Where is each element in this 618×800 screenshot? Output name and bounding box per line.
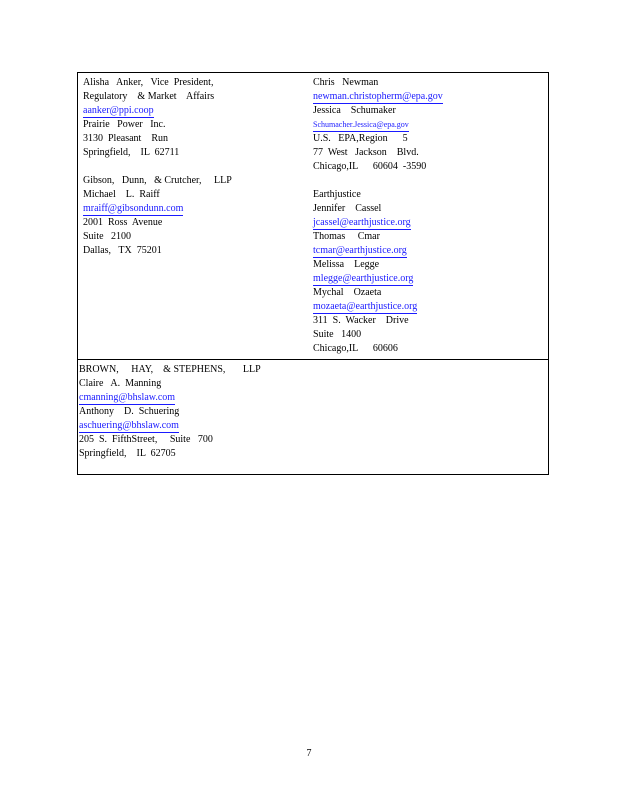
- email-line: [79, 391, 548, 405]
- email-line: [313, 216, 548, 230]
- address-line: Michael L. Raiff: [83, 189, 160, 200]
- email-link[interactable]: Schumacher.Jessica@epa.gov: [313, 119, 409, 132]
- address-block: [313, 188, 548, 356]
- address-line: Springfield, IL 62711: [83, 147, 180, 158]
- email-line: [83, 104, 313, 118]
- address-line: BROWN, HAY, & STEPHENS, LLP: [79, 364, 261, 375]
- address-line: Earthjustice: [313, 189, 361, 200]
- address-line: 77 West Jackson Blvd.: [313, 147, 419, 158]
- address-line: Jessica Schumaker: [313, 105, 396, 116]
- address-line: Thomas Cmar: [313, 231, 380, 242]
- address-block: [79, 363, 548, 461]
- email-line: [313, 90, 548, 104]
- table-row-bottom: [78, 360, 548, 474]
- service-list-table: [77, 72, 549, 475]
- address-line: Dallas, TX 75201: [83, 245, 162, 256]
- email-link[interactable]: cmanning@bhslaw.com: [79, 392, 176, 403]
- address-line: Mychal Ozaeta: [313, 287, 382, 298]
- cell-bottom: [78, 360, 548, 474]
- address-line: Chicago,IL 60604 -3590: [313, 161, 427, 172]
- address-block: [83, 76, 313, 160]
- email-line: [79, 419, 548, 433]
- address-line: Alisha Anker, Vice President,: [83, 77, 214, 88]
- page-number: 7: [306, 748, 312, 759]
- address-line: Melissa Legge: [313, 259, 380, 270]
- email-link[interactable]: aschuering@bhslaw.com: [79, 420, 179, 431]
- email-link[interactable]: aanker@ppi.coop: [83, 105, 154, 116]
- email-line: [313, 272, 548, 286]
- email-line: [313, 244, 548, 258]
- address-line: Prairie Power Inc.: [83, 119, 166, 130]
- address-line: Springfield, IL 62705: [79, 448, 176, 459]
- email-link[interactable]: jcassel@earthjustice.org: [313, 217, 411, 228]
- address-line: Chicago,IL 60606: [313, 343, 398, 354]
- address-line: 311 S. Wacker Drive: [313, 315, 409, 326]
- email-link[interactable]: tcmar@earthjustice.org: [313, 245, 407, 256]
- address-block: [313, 76, 548, 174]
- address-line: Suite 1400: [313, 329, 362, 340]
- address-line: Anthony D. Schuering: [79, 406, 180, 417]
- email-line: [83, 202, 313, 216]
- address-line: Chris Newman: [313, 77, 379, 88]
- address-line: Claire A. Manning: [79, 378, 162, 389]
- address-block: [83, 174, 313, 258]
- email-link[interactable]: mlegge@earthjustice.org: [313, 273, 414, 284]
- cell-top-left: [78, 73, 313, 359]
- address-line: Suite 2100: [83, 231, 132, 242]
- table-row-top: [78, 73, 548, 360]
- address-line: 205 S. FifthStreet, Suite 700: [79, 434, 213, 445]
- email-link[interactable]: newman.christopherm@epa.gov: [313, 91, 443, 102]
- email-link[interactable]: mraiff@gibsondunn.com: [83, 203, 184, 214]
- address-line: U.S. EPA,Region 5: [313, 133, 408, 144]
- address-line: Gibson, Dunn, & Crutcher, LLP: [83, 175, 232, 186]
- address-line: 3130 Pleasant Run: [83, 133, 168, 144]
- address-line: Regulatory & Market Affairs: [83, 91, 215, 102]
- email-line: [313, 118, 548, 132]
- address-line: Jennifer Cassel: [313, 203, 382, 214]
- address-line: 2001 Ross Avenue: [83, 217, 163, 228]
- email-line: [313, 300, 548, 314]
- email-link[interactable]: mozaeta@earthjustice.org: [313, 301, 418, 312]
- cell-top-right: [313, 73, 548, 359]
